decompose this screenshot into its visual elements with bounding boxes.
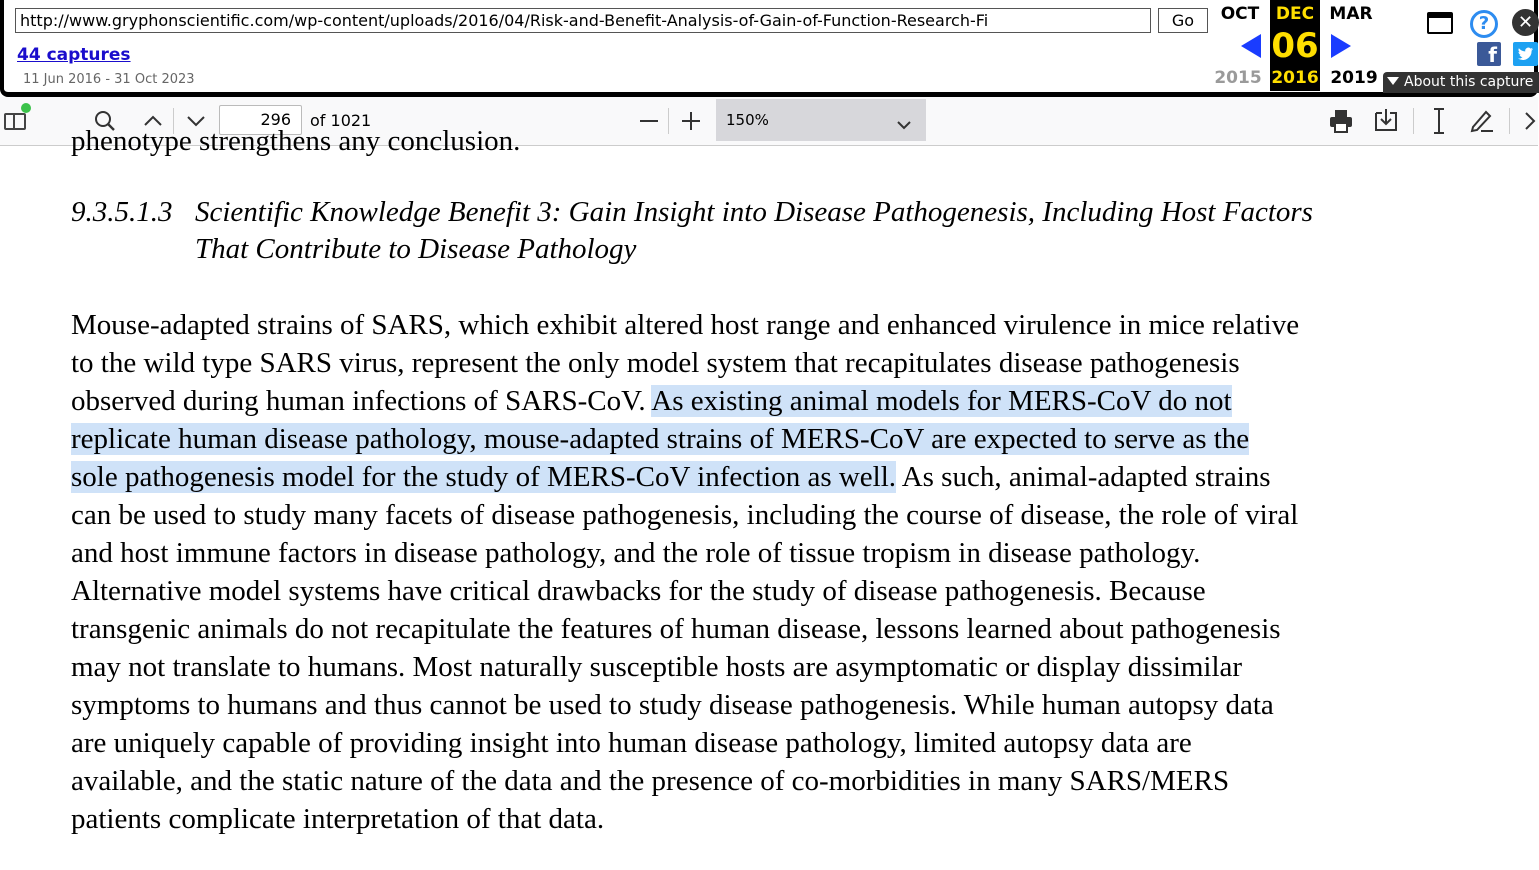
window-icon[interactable] — [1427, 12, 1453, 34]
paragraph-line: symptoms to humans and thus cannot be used to study disease pathogenesis. While human autopsy data — [71, 689, 1274, 721]
pdf-document-page — [0, 125, 1538, 870]
paragraph-line: Mouse-adapted strains of SARS, which exhibit altered host range and enhanced virulence in mice relative — [71, 309, 1300, 341]
page-number-input[interactable]: 296 — [219, 105, 302, 135]
wayback-toolbar — [0, 0, 1538, 97]
paragraph-line: may not translate to humans. Most naturally susceptible hosts are asymptomatic or display dissimilar — [71, 651, 1243, 683]
current-capture-date — [1270, 0, 1320, 91]
zoom-out-icon[interactable] — [637, 109, 661, 133]
close-icon[interactable]: ✕ — [1512, 9, 1539, 36]
next-capture-arrow-icon[interactable] — [1331, 34, 1351, 58]
pencil-icon[interactable] — [1469, 107, 1495, 133]
about-capture-label: About this capture — [1404, 74, 1534, 90]
paragraph-line: transgenic animals do not recapitulate the features of human disease, lessons learned about pathogenesis — [71, 613, 1281, 645]
paragraph-line: and host immune factors in disease pathology, and the role of tissue tropism in disease pathology. — [71, 537, 1201, 569]
zoom-in-icon[interactable] — [679, 109, 703, 133]
zoom-select[interactable] — [716, 99, 926, 141]
print-icon[interactable] — [1328, 109, 1354, 133]
captures-link[interactable]: 44 captures — [17, 45, 131, 65]
section-title-line: That Contribute to Disease Pathology — [195, 233, 637, 265]
prev-year-label[interactable]: 2015 — [1214, 68, 1262, 88]
current-day-label: 06 — [1271, 26, 1319, 66]
chevron-down-icon — [894, 109, 914, 129]
paragraph-line — [71, 383, 1232, 420]
next-month-label[interactable]: MAR — [1329, 4, 1373, 24]
paragraph-line: Alternative model systems have critical drawbacks for the study of disease pathogenesis. Because — [71, 575, 1206, 607]
highlighted-text: As existing animal models for MERS-CoV do not — [651, 385, 1232, 417]
help-icon[interactable]: ? — [1470, 10, 1498, 38]
page-count-label: of 1021 — [310, 111, 372, 130]
wayback-go-button[interactable]: Go — [1158, 8, 1208, 33]
partial-text-line: phenotype strengthens any conclusion. — [71, 125, 521, 157]
highlighted-text: replicate human disease pathology, mouse-adapted strains of MERS-CoV are expected to serve as the — [71, 423, 1250, 455]
current-year-label: 2016 — [1271, 68, 1319, 88]
toolbar-divider — [668, 108, 669, 134]
toolbar-divider — [1509, 108, 1510, 134]
text-cursor-icon[interactable] — [1429, 107, 1449, 135]
paragraph-line: to the wild type SARS virus, represent the only model system that recapitulates disease pathogenesis — [71, 347, 1240, 379]
toolbar-divider — [1413, 108, 1414, 134]
facebook-icon[interactable]: f — [1477, 42, 1501, 66]
twitter-icon[interactable] — [1513, 42, 1538, 66]
next-year-label[interactable]: 2019 — [1330, 68, 1378, 88]
paragraph-line: are uniquely capable of providing insight into human disease pathology, limited autopsy data are — [71, 727, 1192, 759]
paragraph-line: can be used to study many facets of disease pathogenesis, including the course of disease, the role of viral — [71, 499, 1299, 531]
download-icon[interactable] — [1373, 107, 1399, 133]
double-chevron-right-icon[interactable] — [1521, 109, 1538, 133]
capture-date-range: 11 Jun 2016 - 31 Oct 2023 — [23, 72, 195, 87]
paragraph-line: patients complicate interpretation of that data. — [71, 803, 605, 835]
text-run: observed during human infections of SARS-CoV. — [71, 385, 646, 417]
sidebar-toggle-icon[interactable] — [4, 113, 26, 130]
paragraph-line: available, and the static nature of the data and the presence of co-morbidities in many SARS/MERS — [71, 765, 1230, 797]
text-run: As such, animal-adapted strains — [901, 461, 1271, 493]
about-capture-button[interactable] — [1383, 72, 1539, 93]
current-month-label: DEC — [1275, 4, 1315, 24]
section-title-line: Scientific Knowledge Benefit 3: Gain Insight into Disease Pathogenesis, Including Host Factors — [195, 196, 1313, 228]
zoom-value: 150% — [726, 111, 769, 129]
paragraph-line — [71, 421, 1249, 458]
caret-down-icon — [1387, 77, 1399, 85]
paragraph-line — [71, 459, 1271, 496]
wayback-url-input[interactable]: http://www.gryphonscientific.com/wp-content/uploads/2016/04/Risk-and-Benefit-Analysis-of-Gain-of-Function-Research-Fi — [15, 8, 1151, 33]
section-number: 9.3.5.1.3 — [71, 196, 173, 228]
prev-capture-arrow-icon[interactable] — [1241, 34, 1261, 58]
prev-month-label[interactable]: OCT — [1220, 4, 1260, 24]
highlighted-text: sole pathogenesis model for the study of MERS-CoV infection as well. — [71, 461, 897, 493]
notification-dot — [21, 103, 31, 113]
